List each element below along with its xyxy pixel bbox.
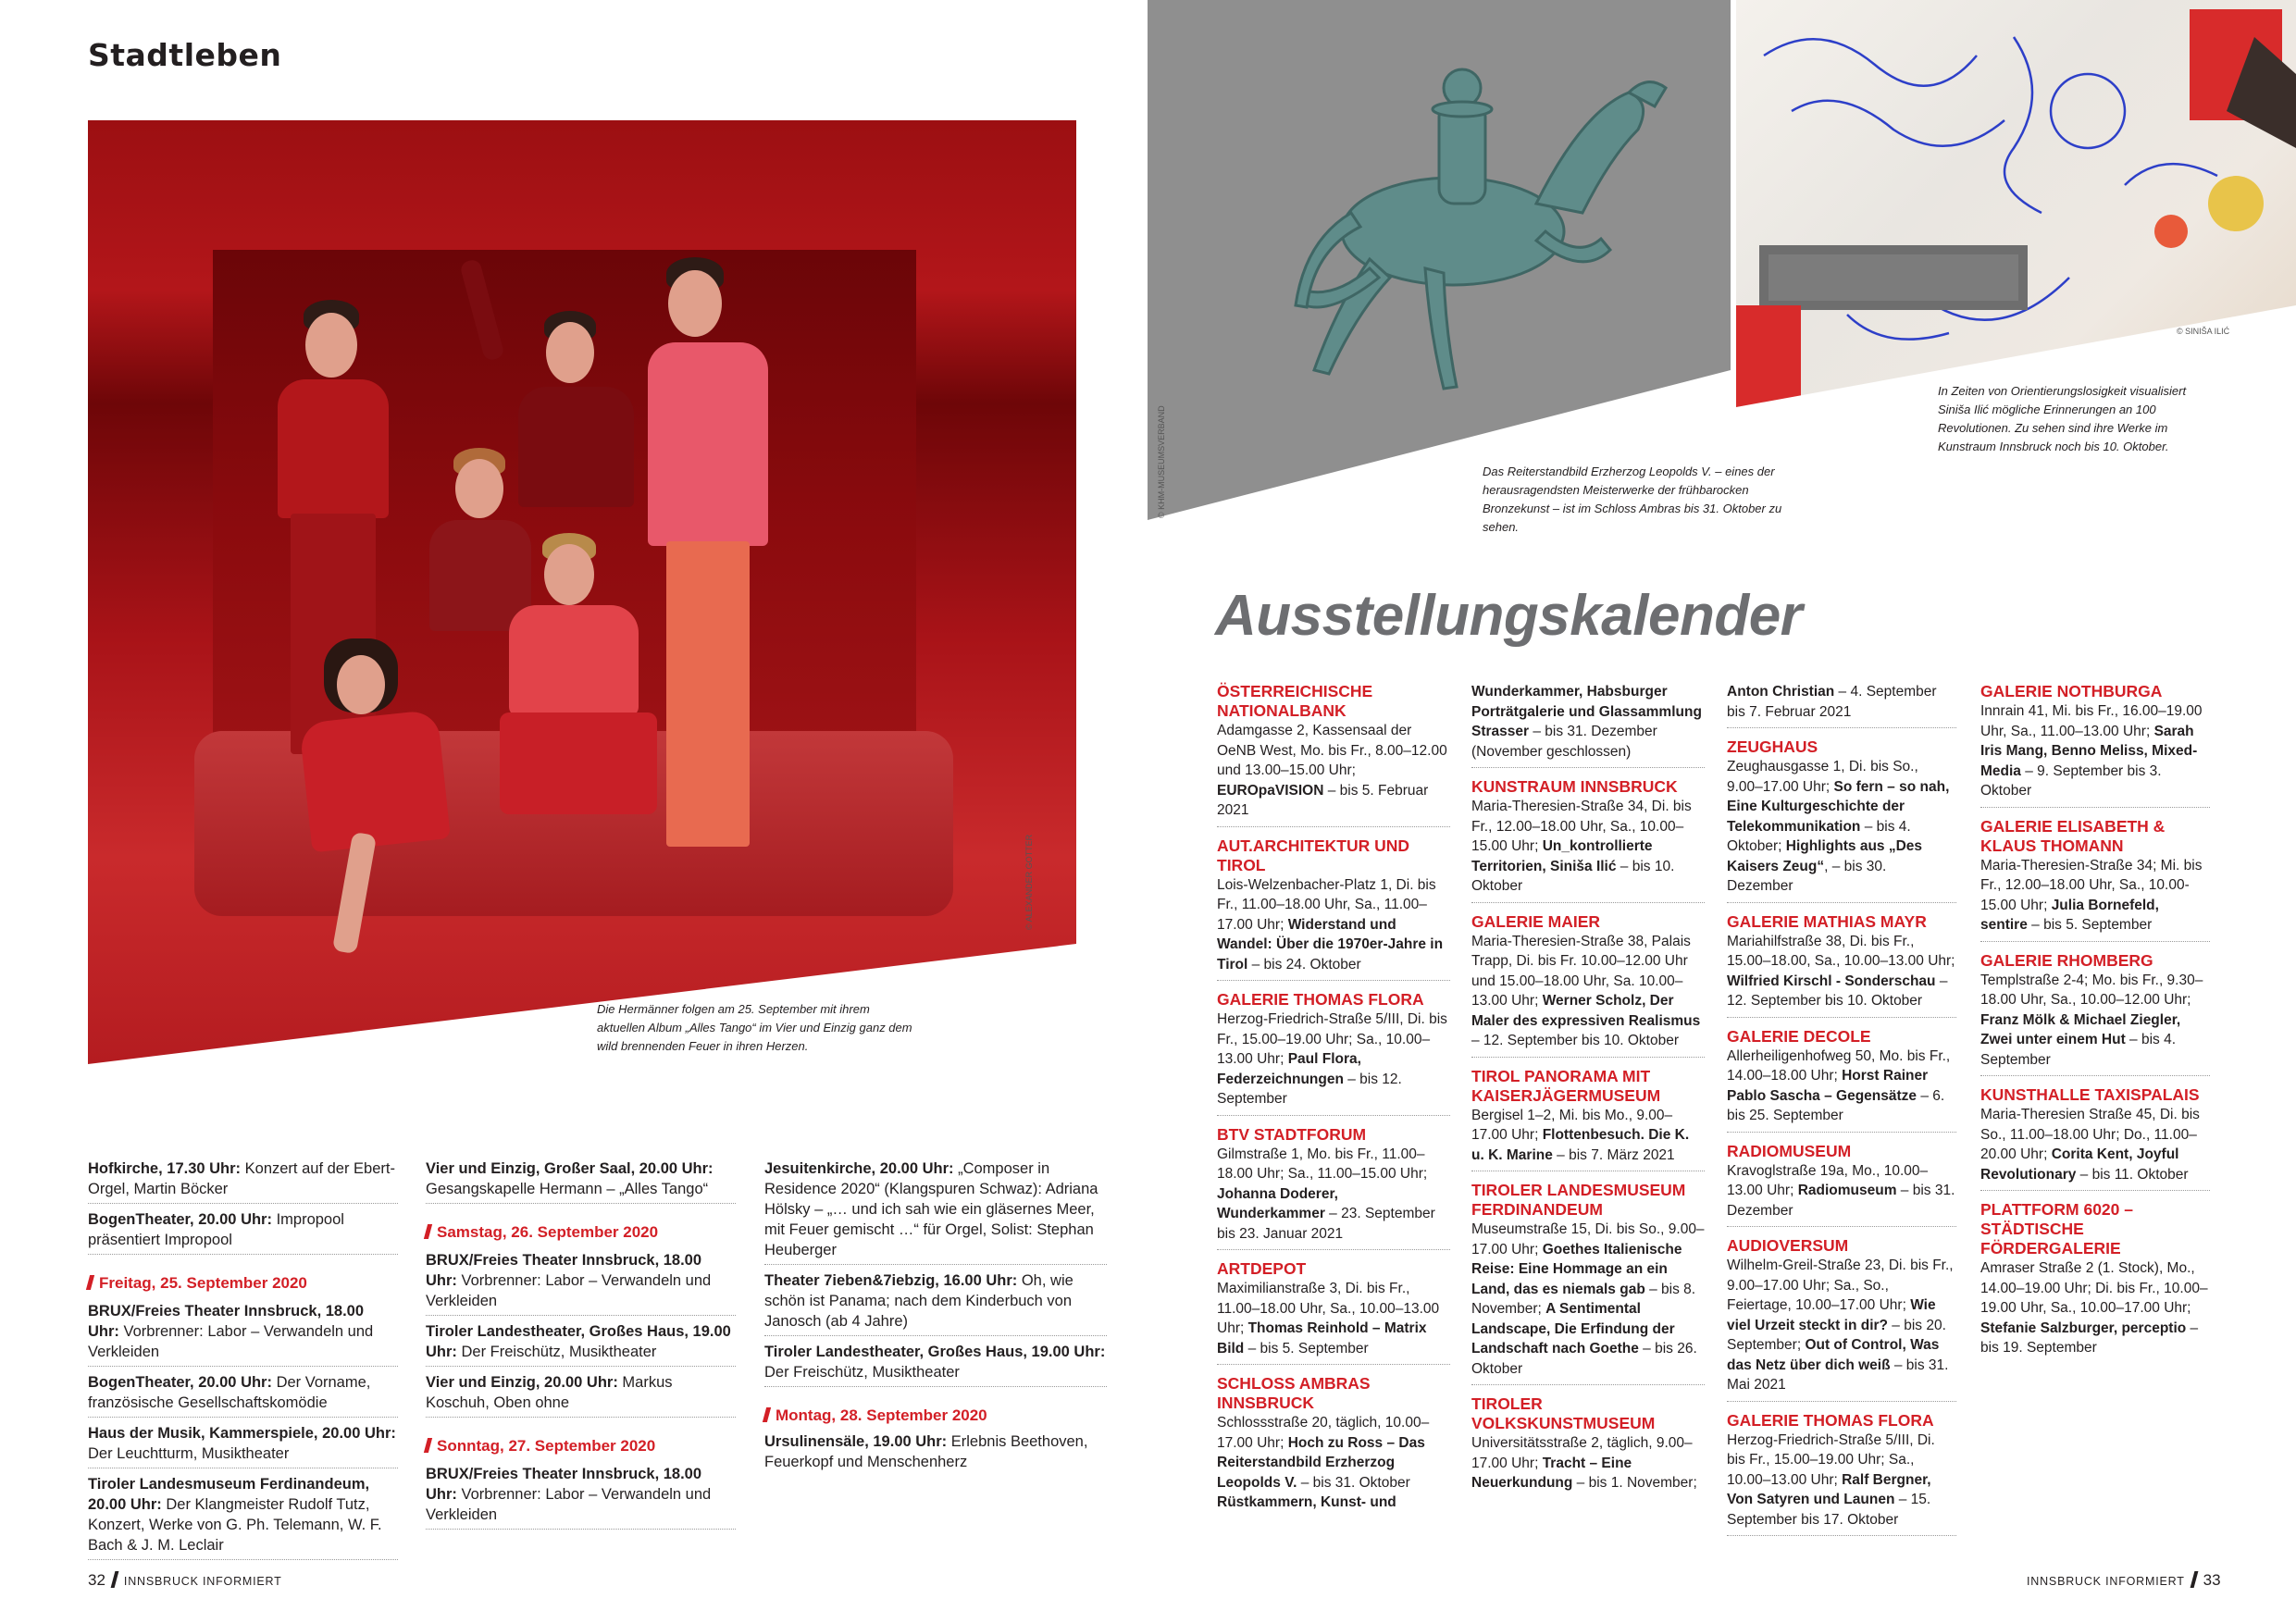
exhibition-details: – bis 4. September [1980,1032,2177,1068]
exhibition-title: Thomas Reinhold – Matrix Bild [1217,1320,1427,1357]
exhibition-venue: TIROLER LANDESMUSEUM FERDINANDEUM [1471,1181,1686,1219]
event-entry [426,1319,736,1367]
artwork-icon [1736,0,2296,407]
artwork-image [1736,0,2296,407]
exhibition-entry [1217,721,1450,827]
exhibition-entry [1471,797,1705,903]
exhibition-title: Johanna Doderer, Wunderkammer [1217,1185,1338,1221]
art-caption: In Zeiten von Orientierungslosigkeit visualisiert Siniša Ilić mögliche Erinnerungen an 100 Revolutionen. Zu sehen sind ihre Werke im Kunstraum Innsbruck noch bis 10. Oktober. [1938,384,2187,453]
event-entry [764,1340,1107,1387]
exhibition-entry [1727,757,1956,903]
event-entry [426,1370,736,1418]
exhibition-venue: ÖSTERREICHISCHE NATIONALBANK [1217,682,1373,720]
section-title: Stadtleben [88,37,282,73]
magazine-name-right: INNSBRUCK INFORMIERT [2027,1575,2185,1588]
statue-image [1148,0,1731,520]
calendar-title: Ausstellungskalender [1215,584,1803,648]
exhibition-title: Sarah Iris Mang, Benno Meliss, Mixed-Media [1980,723,2198,779]
exhibition-title: Wie viel Urzeit steckt in dir? [1727,1297,1936,1333]
art-credit: © SINIŠA ILIĆ [2177,327,2230,336]
exhibition-details: – bis 11. Oktober [2076,1166,2189,1183]
page-number-left: 32 [88,1571,105,1589]
exhibition-details: – bis 31. Mai 2021 [1727,1357,1949,1393]
event-entry [88,1421,398,1468]
event-description: Der Freischütz, Musiktheater [456,1344,657,1360]
event-venue-time: Vier und Einzig, Großer Saal, 20.00 Uhr: [426,1160,714,1177]
event-description: Gesangskapelle Hermann – „Alles Tango“ [426,1181,709,1197]
exhibition-details: Wilhelm-Greil-Straße 23, Di. bis Fr., 9.00–17.00 Uhr; Sa., So., Feiertage, 10.00–17.00 Uhr; [1727,1258,1954,1313]
exhibition-details: Templstraße 2-4; Mo. bis Fr., 9.30–18.00 Uhr, Sa., 10.00–12.00 Uhr; [1980,972,2203,1008]
event-venue-time: BRUX/Freies Theater Innsbruck, 18.00 Uhr: [88,1303,365,1340]
exhibition-details: Kravoglstraße 19a, Mo., 10.00–13.00 Uhr; [1727,1162,1929,1198]
event-day-heading: Samstag, 26. September 2020 [426,1222,736,1243]
exhibition-entry [1980,1258,2210,1358]
exhibition-title: Stefanie Salzburger, perceptio [1980,1319,2187,1336]
event-description: Der Freischütz, Musiktheater [764,1364,960,1381]
exhibition-venue: GALERIE ELISABETH & KLAUS THOMANN [1980,816,2166,855]
exhibition-entry [1217,875,1450,982]
exhibition-details: Amraser Straße 2 (1. Stock), Mo., 14.00–19.00 Uhr; Di. bis Fr., 10.00–19.00 Uhr, Sa., 10.00–17.00 Uhr; [1980,1260,2208,1316]
exhibition-entry [1471,1220,1705,1385]
exhibition-venue: KUNSTRAUM INNSBRUCK [1471,777,1678,796]
exhibition-entry [1217,1010,1450,1116]
exhibition-venue: TIROLER VOLKSKUNSTMUSEUM [1471,1394,1656,1432]
magazine-name-left: INNSBRUCK INFORMIERT [123,1575,282,1588]
event-description: Markus Koschuh, Oben ohne [426,1374,673,1411]
exhibition-details: Bergisel 1–2, Mi. bis Mo., 9.00–17.00 Uhr; [1471,1107,1673,1143]
exhibition-venue: KUNSTHALLE TAXISPALAIS [1980,1085,2200,1104]
exhibition-title: Un_kontrollierte Territorien, Siniša Ilić [1471,838,1653,874]
exhibition-details: – bis 1. November; [1572,1475,1697,1491]
calendar-column-1 [1217,682,1450,1513]
exhibition-details: – bis 19. September [1980,1319,2199,1356]
equestrian-statue-icon [1148,0,1731,520]
exhibition-details: Innrain 41, Mi. bis Fr., 16.00–19.00 Uhr, Sa., 11.00–13.00 Uhr; [1980,703,2203,739]
exhibition-title: Corita Kent, Joyful Revolutionary [1980,1146,2179,1183]
exhibition-title: Widerstand und Wandel: Über die 1970er-Jahre in Tirol [1217,916,1444,973]
exhibition-details: – bis 5. Februar 2021 [1217,782,1429,818]
statue-caption: Das Reiterstandbild Erzherzog Leopolds V. – eines der herausragendsten Meisterwerke der frühbarocken Bronzekunst – ist im Schloss Ambras bis 31. Oktober zu sehen. [1483,465,1782,534]
exhibition-details: Adamgasse 2, Kassensaal der OeNB West, Mo. bis Fr., 8.00–12.00 und 13.00–15.00 Uhr; [1217,723,1447,778]
exhibition-details: Universitätsstraße 2, täglich, 9.00–17.00 Uhr; [1471,1435,1693,1471]
event-entry [88,1299,398,1367]
exhibition-entry [1471,1433,1705,1493]
exhibition-details: – bis 4. Oktober; [1727,818,1911,854]
exhibition-details: – 6. bis 25. September [1727,1087,1945,1123]
exhibition-title: So fern – so nah, Eine Kulturgeschichte der Telekommunikation [1727,778,1950,835]
event-description: Konzert auf der Ebert-Orgel, Martin Böcker [88,1160,395,1197]
event-description: Oh, wie schön ist Panama; nach dem Kinderbuch von Janosch (ab 4 Jahre) [764,1272,1074,1330]
event-description: Erlebnis Beethoven, Feuerkopf und Menschenherz [764,1433,1088,1470]
photo-caption: Die Hermänner folgen am 25. September mit ihrem aktuellen Album „Alles Tango“ im Vier und Einzig ganz dem wild brennenden Feuer in ihren Herzen. [597,1002,912,1053]
calendar-column-4 [1980,682,2210,1358]
exhibition-venue: GALERIE THOMAS FLORA [1727,1410,1934,1430]
exhibition-entry [1727,682,1956,728]
event-entry [88,1370,398,1418]
exhibition-details: Maria-Theresien-Straße 34, Di. bis Fr., 12.00–18.00 Uhr, Sa., 10.00–15.00 Uhr; [1471,799,1692,854]
event-entry [426,1157,736,1204]
exhibition-details: Lois-Welzenbacher-Platz 1, Di. bis Fr., 11.00–18.00 Uhr, Sa., 11.00–17.00 Uhr; [1217,876,1436,933]
event-venue-time: Haus der Musik, Kammerspiele, 20.00 Uhr: [88,1425,396,1442]
event-description: Der Klangmeister Rudolf Tutz, Konzert, Werke von G. Ph. Telemann, W. F. Bach & J. M. Leclair [88,1496,382,1554]
exhibition-details: Maria-Theresien Straße 45, Di. bis So., 11.00–18.00 Uhr; Do., 11.00–20.00 Uhr; [1980,1107,2200,1162]
exhibition-entry [1471,1106,1705,1172]
exhibition-title: Flottenbesuch. Die K. u. K. Marine [1471,1127,1690,1163]
exhibition-title: Franz Mölk & Michael Ziegler, Zwei unter einem Hut [1980,1011,2181,1047]
exhibition-entry [1980,856,2210,942]
event-description: Impropool präsentiert Impropool [88,1211,344,1248]
exhibition-title: Highlights aus „Des Kaisers Zeug“ [1727,838,1923,874]
exhibition-title: Radiomuseum [1797,1183,1897,1198]
exhibition-title: Goethes Italienische Reise: Eine Hommage an ein Land, das es niemals gab [1471,1241,1682,1297]
exhibition-details: Allerheiligenhofweg 50, Mo. bis Fr., 14.00–18.00 Uhr; [1727,1047,1951,1084]
exhibition-venue: GALERIE NOTHBURGA [1980,682,2163,700]
exhibition-details: – 15. September bis 17. Oktober [1727,1492,1931,1528]
exhibition-entry [1217,1413,1450,1513]
exhibition-title: EUROpaVISION [1217,782,1324,799]
exhibition-details: , – bis 30. Dezember [1727,858,1887,894]
exhibition-details: – bis 8. November; [1471,1281,1696,1317]
exhibition-details: Herzog-Friedrich-Straße 5/III, Di. bis Fr., 15.00–19.00 Uhr; Sa., 10.00–13.00 Uhr; [1217,1011,1447,1067]
exhibition-details: Maria-Theresien-Straße 34; Mi. bis Fr., 12.00–18.00 Uhr, Sa., 10.00-15.00 Uhr; [1980,857,2203,913]
page-number-right: 33 [2203,1571,2221,1589]
event-entry [764,1431,1107,1472]
event-venue-time: BogenTheater, 20.00 Uhr: [88,1374,272,1391]
exhibition-entry [1727,1047,1956,1133]
exhibition-details: Zeughausgasse 1, Di. bis So., 9.00–17.00 Uhr; [1727,759,1918,795]
exhibition-details: Gilmstraße 1, Mo. bis Fr., 11.00–18.00 Uhr; Sa., 11.00–15.00 Uhr; [1217,1146,1428,1182]
exhibition-venue: ARTDEPOT [1217,1259,1307,1278]
exhibition-entry [1980,701,2210,808]
exhibition-details: – bis 10. Oktober [1471,858,1675,894]
exhibition-details: – bis 7. März 2021 [1552,1146,1675,1163]
footer-left [88,1571,282,1590]
event-venue-time: Ursulinensäle, 19.00 Uhr: [764,1433,948,1450]
slash-icon [111,1571,119,1588]
exhibition-venue: AUT.ARCHITEKTUR UND TIROL [1217,836,1410,874]
event-venue-time: Theater 7ieben&7iebzig, 16.00 Uhr: [764,1272,1018,1289]
calendar-column-3 [1727,682,1956,1540]
exhibition-title: Julia Bornefeld, sentire [1980,897,2159,933]
exhibition-venue: GALERIE THOMAS FLORA [1217,990,1424,1009]
exhibition-details: – 12. September bis 10. Oktober [1471,1033,1680,1048]
event-description: Der Leuchtturm, Musiktheater [88,1445,290,1462]
exhibition-entry [1727,1431,1956,1537]
exhibition-title: Tracht – Eine Neuerkundung [1471,1455,1632,1491]
exhibition-title: Ralf Bergner, Von Satyren und Launen [1727,1471,1931,1507]
exhibition-entry [1980,1105,2210,1191]
exhibition-details: Schlossstraße 20, täglich, 10.00–17.00 Uhr; [1217,1415,1430,1451]
exhibition-title: Paul Flora, Federzeichnungen [1217,1051,1361,1087]
exhibition-venue: PLATTFORM 6020 – STÄDTISCHE FÖRDERGALERIE [1980,1200,2133,1258]
exhibition-venue: BTV STADTFORUM [1217,1124,1367,1144]
events-column-3 [764,1157,1107,1472]
exhibition-details: – bis 5. September [2027,917,2153,933]
event-entry [88,1208,398,1255]
exhibition-title: Out of Control, Was das Netz über dich weiß [1727,1337,1940,1373]
exhibition-details: – 12. September bis 10. Oktober [1727,973,1948,1009]
exhibition-entry [1217,1145,1450,1251]
exhibition-details: – bis 31. Dezember [1727,1183,1955,1219]
exhibition-venue: TIROL PANORAMA MIT KAISERJÄGERMUSEUM [1471,1066,1661,1105]
exhibition-details: – bis 5. September [1244,1340,1369,1357]
event-day-heading: Montag, 28. September 2020 [764,1406,1107,1426]
event-venue-time: Tiroler Landesmuseum Ferdinandeum, 20.00 Uhr: [88,1476,370,1513]
exhibition-details: Herzog-Friedrich-Straße 5/III, Di. bis Fr., 15.00–19.00 Uhr; Sa., 10.00–13.00 Uhr; [1727,1431,1935,1488]
exhibition-entry [1727,932,1956,1018]
exhibition-title: Hoch zu Ross – Das Reiterstandbild Erzherzog Leopolds V. [1217,1434,1425,1491]
exhibition-venue: RADIOMUSEUM [1727,1141,1852,1160]
exhibition-entry [1980,971,2210,1077]
event-venue-time: Tiroler Landestheater, Großes Haus, 19.00 Uhr: [764,1344,1106,1360]
event-entry [426,1462,736,1530]
exhibition-details: – bis 31. Oktober [1297,1474,1410,1491]
exhibition-entry [1471,932,1705,1058]
event-venue-time: Vier und Einzig, 20.00 Uhr: [426,1374,618,1391]
exhibition-title: Rüstkammern, Kunst- und [1217,1494,1396,1510]
exhibition-entry [1217,1279,1450,1365]
exhibition-details: – bis 20. September; [1727,1317,1946,1353]
exhibition-entry [1471,682,1705,768]
exhibition-entry [1727,1161,1956,1228]
event-description: Vorbrenner: Labor – Verwandeln und Verkleiden [426,1272,712,1309]
exhibition-details: Maximilianstraße 3, Di. bis Fr., 11.00–18.00 Uhr, Sa., 10.00–13.00 Uhr; [1217,1281,1440,1336]
exhibition-venue: GALERIE MAIER [1471,911,1601,931]
exhibition-details: Museumstraße 15, Di. bis So., 9.00–17.00 Uhr; [1471,1221,1705,1258]
exhibition-title: Wunderkammer, Habsburger Porträtgalerie und Glassammlung Strasser [1471,684,1702,739]
event-description: Vorbrenner: Labor – Verwandeln und Verkleiden [88,1323,374,1360]
statue-credit: © KHM-MUSEUMSVERBAND [1157,405,1166,518]
event-venue-time: Jesuitenkirche, 20.00 Uhr: [764,1160,954,1177]
event-entry [764,1157,1107,1265]
event-description: Vorbrenner: Labor – Verwandeln und Verkleiden [426,1486,712,1523]
exhibition-details: – bis 31. Dezember (November geschlossen) [1471,724,1657,760]
exhibition-venue: GALERIE DECOLE [1727,1026,1871,1046]
events-column-1 [88,1157,398,1564]
exhibition-details: – bis 26. Oktober [1471,1341,1697,1377]
exhibition-venue: AUDIOVERSUM [1727,1236,1849,1255]
exhibition-venue: GALERIE MATHIAS MAYR [1727,911,1927,931]
event-entry [88,1157,398,1204]
slash-icon [2190,1571,2198,1588]
exhibition-venue: GALERIE RHOMBERG [1980,950,2153,970]
exhibition-title: Anton Christian [1727,684,1835,700]
event-description: „Composer in Residence 2020“ (Klangspuren Schwaz): Adriana Hölsky – „… und ich sah wie ein gläsernes Meer, mit Feuer gemischt …“ für Orgel, Solist: Stephan Heuberger [764,1160,1098,1258]
event-description: Der Vorname, französische Gesellschaftskomödie [88,1374,371,1411]
exhibition-details: Maria-Theresien-Straße 38, Palais Trapp, Di. bis Fr. 10.00–12.00 Uhr und 15.00–18.00 Uhr, Sa. 10.00–13.00 Uhr; [1471,933,1691,1009]
exhibition-title: A Sentimental Landscape, Die Erfindung der Landschaft nach Goethe [1471,1301,1675,1357]
exhibition-venue: ZEUGHAUS [1727,737,1818,756]
exhibition-details: – 9. September bis 3. Oktober [1980,762,2162,799]
exhibition-details: Mariahilfstraße 38, Di. bis Fr., 15.00–18.00, Sa., 10.00–13.00 Uhr; [1727,933,1955,969]
exhibition-title: Wilfried Kirschl - Sonderschau [1727,973,1936,989]
exhibition-details: – bis 24. Oktober [1247,956,1361,973]
event-day-heading: Freitag, 25. September 2020 [88,1273,398,1294]
event-day-heading: Sonntag, 27. September 2020 [426,1436,736,1456]
event-venue-time: Hofkirche, 17.30 Uhr: [88,1160,242,1177]
exhibition-details: – bis 12. September [1217,1071,1402,1107]
event-venue-time: Tiroler Landestheater, Großes Haus, 19.00 Uhr: [426,1323,731,1360]
exhibition-venue: SCHLOSS AMBRAS INNSBRUCK [1217,1374,1371,1412]
event-entry [88,1472,398,1560]
events-column-2 [426,1157,736,1533]
event-entry [764,1269,1107,1336]
event-venue-time: BogenTheater, 20.00 Uhr: [88,1211,272,1228]
event-venue-time: BRUX/Freies Theater Innsbruck, 18.00 Uhr: [426,1252,702,1289]
exhibition-title: Werner Scholz, Der Maler des expressiven Realismus [1471,993,1701,1029]
photo-credit: © ALEXANDER GOTTER [1024,834,1034,930]
exhibition-title: Horst Rainer Pablo Sascha – Gegensätze [1727,1068,1929,1104]
exhibition-entry [1727,1256,1956,1402]
exhibition-details: – 4. September bis 7. Februar 2021 [1727,684,1937,720]
exhibition-details: – 23. September bis 23. Januar 2021 [1217,1206,1435,1242]
calendar-column-2 [1471,682,1705,1493]
event-venue-time: BRUX/Freies Theater Innsbruck, 18.00 Uhr: [426,1466,702,1503]
footer-right [2027,1571,2221,1590]
event-entry [426,1248,736,1316]
